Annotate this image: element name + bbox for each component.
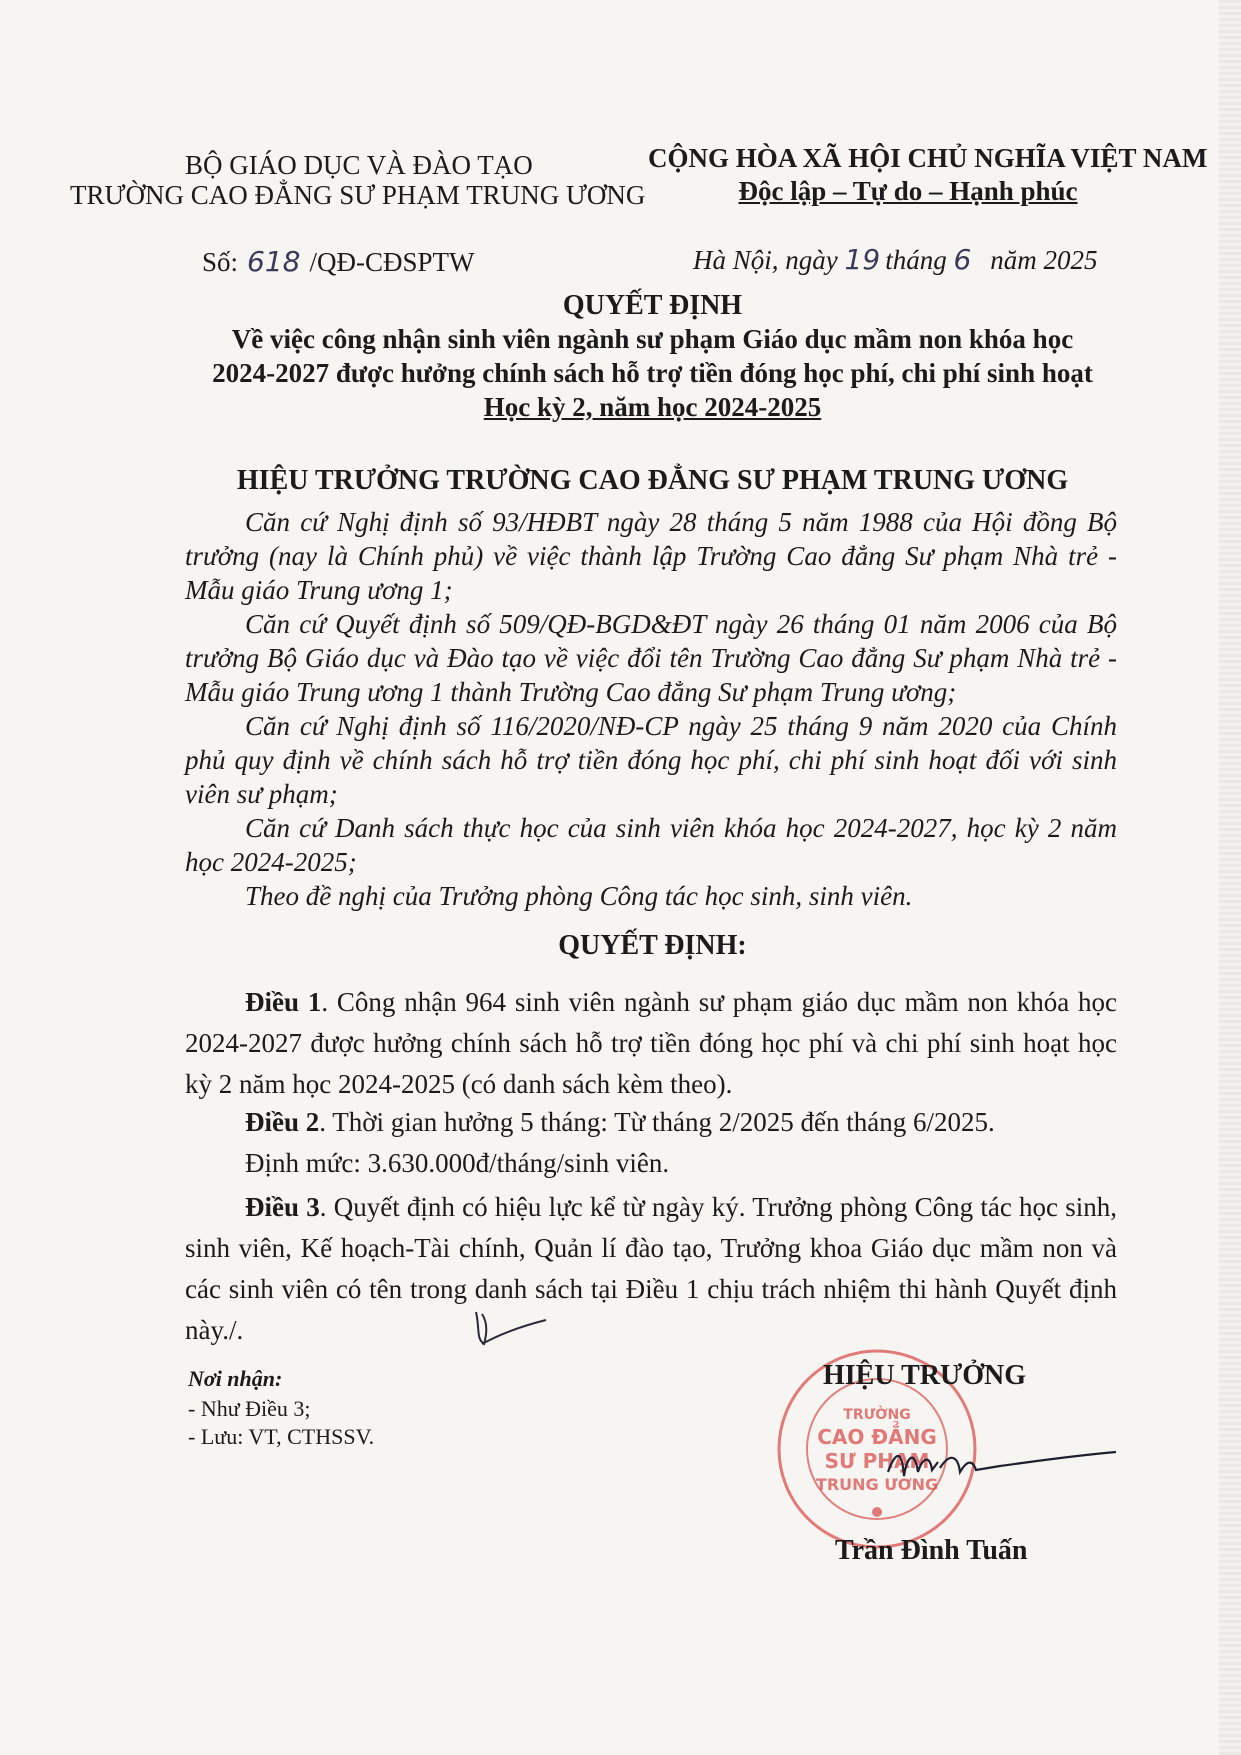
recipient-item-1: - Như Điều 3; bbox=[188, 1396, 311, 1421]
svg-text:TRƯỜNG: TRƯỜNG bbox=[843, 1407, 911, 1423]
article-1-label: Điều 1 bbox=[245, 987, 322, 1017]
ministry-name: BỘ GIÁO DỤC VÀ ĐÀO TẠO bbox=[185, 150, 533, 180]
doc-number-suffix: /QĐ-CĐSPTW bbox=[309, 247, 475, 277]
basis-3: Căn cứ Nghị định số 116/2020/NĐ-CP ngày 25 tháng 9 năm 2020 của Chính phủ quy định về chính sách hỗ trợ tiền đóng học phí, chi phí sinh hoạt đối với sinh viên sư phạm; bbox=[185, 711, 1117, 809]
signer-title: HIỆU TRƯỞNG bbox=[823, 1360, 1027, 1391]
school-name: TRƯỜNG CAO ĐẲNG SƯ PHẠM TRUNG ƯƠNG bbox=[70, 180, 646, 210]
decision-heading: QUYẾT ĐỊNH: bbox=[558, 930, 747, 961]
article-3-label: Điều 3 bbox=[245, 1192, 320, 1222]
article-2 bbox=[245, 1107, 995, 1138]
article-2-label: Điều 2 bbox=[245, 1107, 320, 1137]
date-month-handwritten: 6 bbox=[953, 243, 972, 276]
article-3-text: . Quyết định có hiệu lực kể từ ngày ký. Trưởng phòng Công tác học sinh, sinh viên, Kế hoạch-Tài chính, Quản lí đào tạo, Trưởng khoa Giáo dục mầm non và các sinh viên có tên trong danh sách tại Điều 1 chịu trách nhiệm thi hành Quyết định này./. bbox=[185, 1192, 1118, 1345]
basis-5: Theo đề nghị của Trưởng phòng Công tác học sinh, sinh viên. bbox=[245, 881, 913, 911]
national-motto: Độc lập – Tự do – Hạnh phúc bbox=[738, 176, 1078, 206]
svg-text:TRUNG ƯƠNG: TRUNG ƯƠNG bbox=[815, 1475, 939, 1494]
date-month-label: tháng bbox=[885, 245, 947, 275]
date-year: năm 2025 bbox=[990, 245, 1098, 275]
article-2-text: . Thời gian hưởng 5 tháng: Từ tháng 2/2025 đến tháng 6/2025. bbox=[319, 1107, 995, 1137]
date-place: Hà Nội, ngày bbox=[693, 245, 838, 275]
basis-2: Căn cứ Quyết định số 509/QĐ-BGD&ĐT ngày 26 tháng 01 năm 2006 của Bộ trưởng Bộ Giáo dục và Đào tạo về việc đổi tên Trường Cao đẳng Sư phạm Nhà trẻ - Mẫu giáo Trung ương 1 thành Trường Cao đẳng Sư phạm Trung ương; bbox=[185, 609, 1117, 707]
handwritten-signature bbox=[880, 1432, 1120, 1502]
svg-text:SƯ PHẠM: SƯ PHẠM bbox=[824, 1449, 930, 1473]
document-title: QUYẾT ĐỊNH bbox=[562, 290, 743, 321]
article-1 bbox=[185, 982, 1117, 1105]
authority-heading: HIỆU TRƯỞNG TRƯỜNG CAO ĐẲNG SƯ PHẠM TRUNG ƯƠNG bbox=[236, 465, 1069, 496]
document-number bbox=[202, 245, 475, 278]
doc-number-handwritten: 618 bbox=[247, 245, 301, 278]
initial-scribble bbox=[470, 1300, 550, 1360]
article-3 bbox=[185, 1187, 1117, 1351]
doc-number-prefix: Số: bbox=[202, 247, 239, 277]
subject-line-1: Về việc công nhận sinh viên ngành sư phạm Giáo dục mầm non khóa học bbox=[231, 324, 1074, 354]
date-day-handwritten: 19 bbox=[844, 243, 881, 276]
svg-text:CAO ĐẲNG: CAO ĐẲNG bbox=[817, 1425, 937, 1449]
signer-name: Trần Đình Tuấn bbox=[835, 1535, 1028, 1566]
basis-4: Căn cứ Danh sách thực học của sinh viên khóa học 2024-2027, học kỳ 2 năm học 2024-2025; bbox=[185, 813, 1117, 877]
issue-date bbox=[693, 243, 1098, 276]
article-1-text: . Công nhận 964 sinh viên ngành sư phạm giáo dục mầm non khóa học 2024-2027 được hưởng chính sách hỗ trợ tiền đóng học phí và chi phí sinh hoạt học kỳ 2 năm học 2024-2025 (có danh sách kèm theo). bbox=[185, 987, 1118, 1099]
subject-line-3: Học kỳ 2, năm học 2024-2025 bbox=[483, 392, 822, 422]
rate-line: Định mức: 3.630.000đ/tháng/sinh viên. bbox=[245, 1148, 670, 1178]
scan-edge bbox=[1219, 0, 1241, 1755]
recipient-item-2: - Lưu: VT, CTHSSV. bbox=[188, 1424, 375, 1449]
subject-line-2: 2024-2027 được hưởng chính sách hỗ trợ tiền đóng học phí, chi phí sinh hoạt bbox=[212, 358, 1093, 388]
country-name: CỘNG HÒA XÃ HỘI CHỦ NGHĨA VIỆT NAM bbox=[648, 143, 1208, 173]
recipients-label: Nơi nhận: bbox=[188, 1366, 283, 1391]
basis-1: Căn cứ Nghị định số 93/HĐBT ngày 28 tháng 5 năm 1988 của Hội đồng Bộ trưởng (nay là Chính phủ) về việc thành lập Trường Cao đẳng Sư phạm Nhà trẻ - Mẫu giáo Trung ương 1; bbox=[185, 507, 1117, 605]
